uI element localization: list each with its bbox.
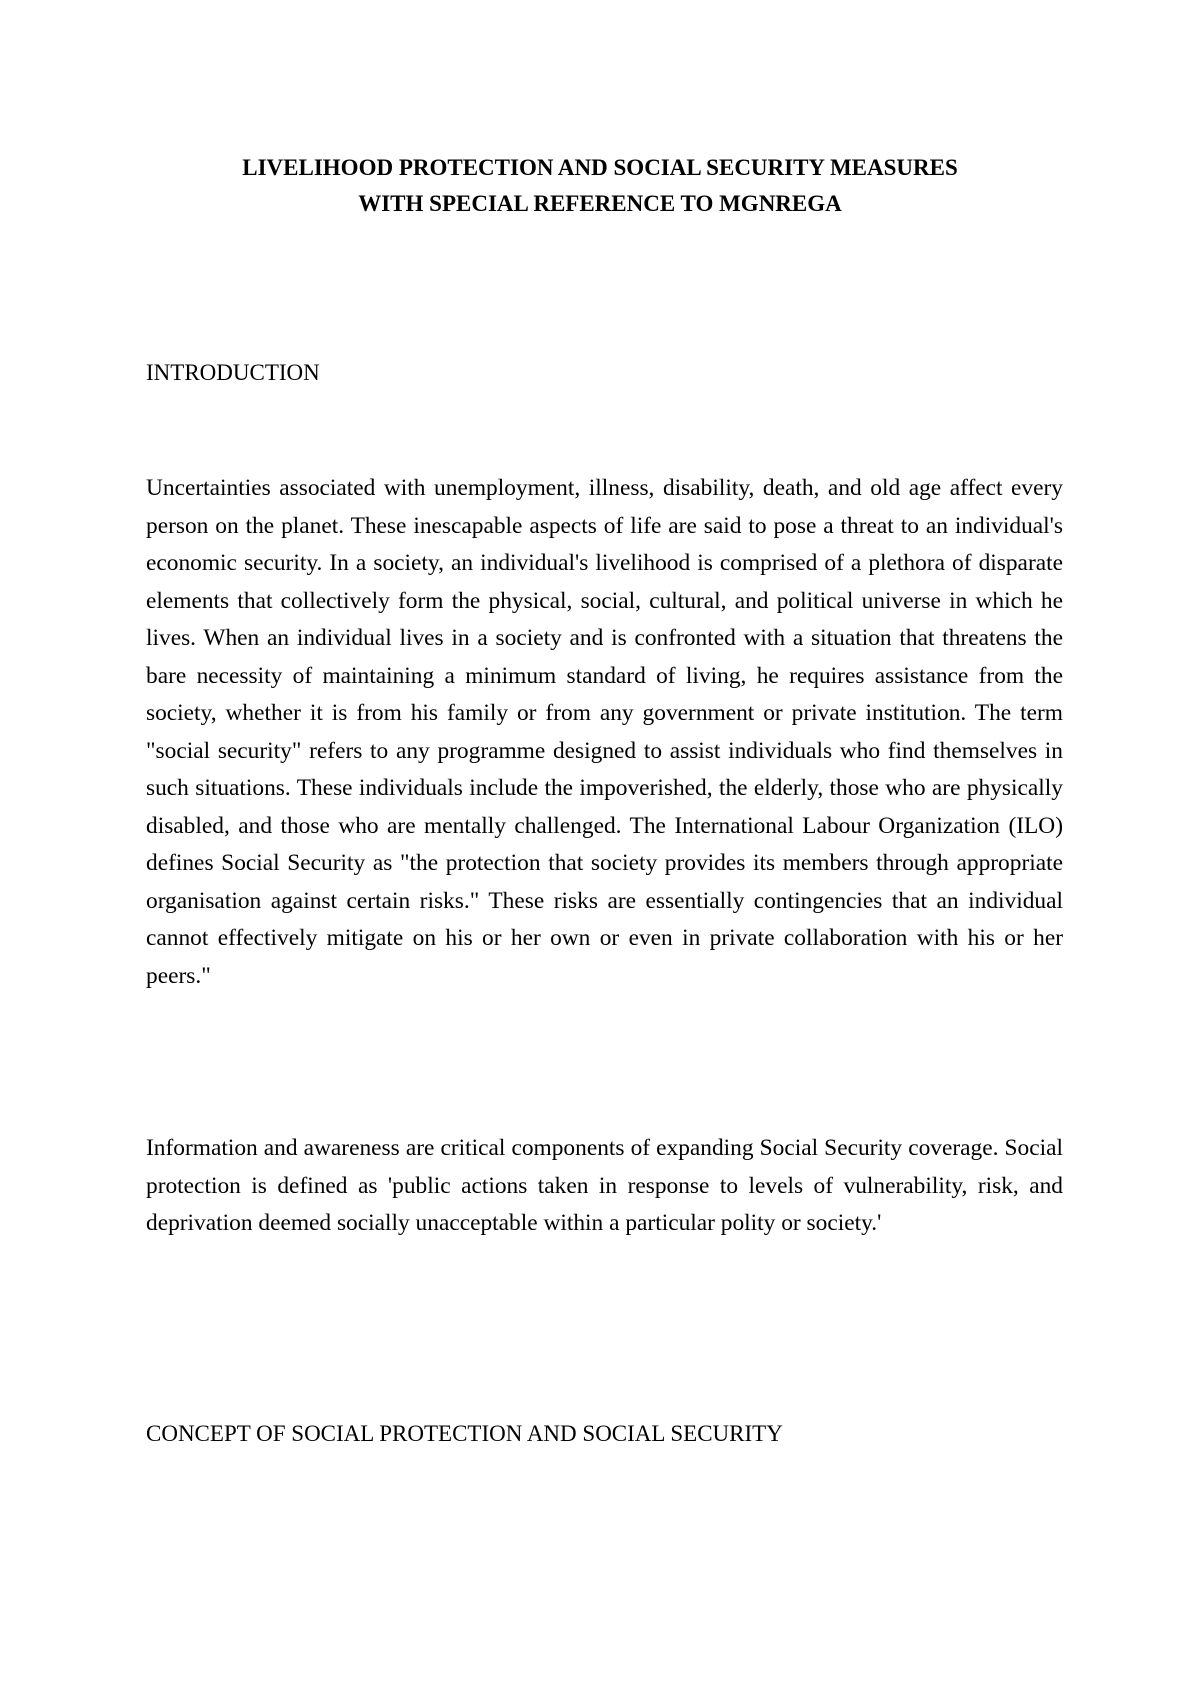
paragraph-introduction-2: Information and awareness are critical components of expanding Social Security coverage. Social protection is defined as 'public actions taken in response to levels of vulnerability, risk, and deprivation deemed socially unacceptable within a particular polity or society.' [146, 1135, 1063, 1236]
paragraph-introduction-1: Uncertainties associated with unemployment, illness, disability, death, and old age affect every person on the planet. These inescapable aspects of life are said to pose a threat to an individual's economic security. In a society, an individual's livelihood is comprised of a plethora of disparate elements that collectively form the physical, social, cultural, and political universe in which he lives. When an individual lives in a society and is confronted with a situation that threatens the bare necessity of maintaining a minimum standard of living, he requires assistance from the society, whether it is from his family or from any government or private institution. The term "social security" refers to any programme designed to assist individuals who find themselves in such situations. These individuals include the impoverished, the elderly, those who are physically disabled, and those who are mentally challenged. The International Labour Organization (ILO) defines Social Security as "the protection that society provides its members through appropriate organisation against certain risks." These risks are essentially contingencies that an individual cannot effectively mitigate on his or her own or even in private collaboration with his or her peers." [146, 475, 1063, 989]
section-heading-concept: CONCEPT OF SOCIAL PROTECTION AND SOCIAL SECURITY [146, 1421, 783, 1446]
section-heading-introduction: INTRODUCTION [146, 360, 320, 385]
document-title-line-1: LIVELIHOOD PROTECTION AND SOCIAL SECURITY MEASURES [242, 155, 958, 180]
document-title-line-2: WITH SPECIAL REFERENCE TO MGNREGA [358, 191, 842, 216]
